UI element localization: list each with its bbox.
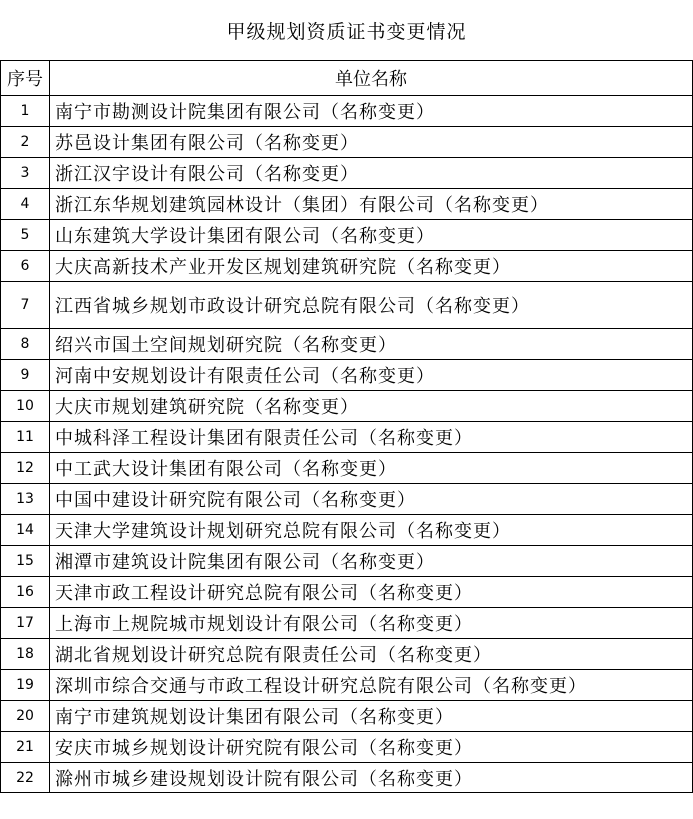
row-name: 滁州市城乡建设规划设计院有限公司（名称变更） (50, 763, 693, 793)
row-seq: 16 (1, 577, 50, 608)
row-name: 大庆市规划建筑研究院（名称变更） (50, 391, 693, 422)
row-name: 山东建筑大学设计集团有限公司（名称变更） (50, 220, 693, 251)
row-name: 天津大学建筑设计规划研究总院有限公司（名称变更） (50, 515, 693, 546)
table-row (1, 360, 693, 391)
row-seq: 20 (1, 701, 50, 732)
row-seq: 1 (1, 96, 50, 127)
row-seq: 21 (1, 732, 50, 763)
row-seq: 4 (1, 189, 50, 220)
row-name: 深圳市综合交通与市政工程设计研究总院有限公司（名称变更） (50, 670, 693, 701)
row-name: 南宁市勘测设计院集团有限公司（名称变更） (50, 96, 693, 127)
table-row (1, 701, 693, 732)
row-seq: 2 (1, 127, 50, 158)
row-name: 苏邑设计集团有限公司（名称变更） (50, 127, 693, 158)
row-seq: 3 (1, 158, 50, 189)
table-row (1, 391, 693, 422)
row-seq: 10 (1, 391, 50, 422)
table-row (1, 639, 693, 670)
row-seq: 12 (1, 453, 50, 484)
row-name: 南宁市建筑规划设计集团有限公司（名称变更） (50, 701, 693, 732)
table-row (1, 546, 693, 577)
table-row (1, 422, 693, 453)
row-name: 大庆高新技术产业开发区规划建筑研究院（名称变更） (50, 251, 693, 282)
row-name: 湘潭市建筑设计院集团有限公司（名称变更） (50, 546, 693, 577)
table-row (1, 484, 693, 515)
row-name: 中城科泽工程设计集团有限责任公司（名称变更） (50, 422, 693, 453)
table-row (1, 453, 693, 484)
row-seq: 22 (1, 763, 50, 793)
certificate-change-table (0, 60, 693, 793)
row-seq: 15 (1, 546, 50, 577)
table-row (1, 763, 693, 793)
row-seq: 18 (1, 639, 50, 670)
table-row (1, 96, 693, 127)
row-name: 绍兴市国土空间规划研究院（名称变更） (50, 329, 693, 360)
row-seq: 14 (1, 515, 50, 546)
page-title: 甲级规划资质证书变更情况 (226, 20, 467, 43)
row-seq: 8 (1, 329, 50, 360)
header-name: 单位名称 (50, 61, 693, 96)
table-header-row (1, 61, 693, 96)
row-name: 中国中建设计研究院有限公司（名称变更） (50, 484, 693, 515)
row-name: 湖北省规划设计研究总院有限责任公司（名称变更） (50, 639, 693, 670)
table-row (1, 282, 693, 329)
table-row (1, 220, 693, 251)
row-seq: 9 (1, 360, 50, 391)
row-name: 河南中安规划设计有限责任公司（名称变更） (50, 360, 693, 391)
header-seq: 序号 (1, 61, 50, 96)
row-seq: 5 (1, 220, 50, 251)
row-seq: 13 (1, 484, 50, 515)
row-seq: 7 (1, 282, 50, 329)
table-row (1, 577, 693, 608)
row-seq: 17 (1, 608, 50, 639)
table-row (1, 189, 693, 220)
row-seq: 19 (1, 670, 50, 701)
row-name: 安庆市城乡规划设计研究院有限公司（名称变更） (50, 732, 693, 763)
table-row (1, 670, 693, 701)
table-row (1, 127, 693, 158)
row-name: 浙江东华规划建筑园林设计（集团）有限公司（名称变更） (50, 189, 693, 220)
row-name: 天津市政工程设计研究总院有限公司（名称变更） (50, 577, 693, 608)
table-row (1, 732, 693, 763)
table-row (1, 515, 693, 546)
table-row (1, 251, 693, 282)
row-seq: 6 (1, 251, 50, 282)
table-row (1, 329, 693, 360)
table-row (1, 608, 693, 639)
row-name: 浙江汉宇设计有限公司（名称变更） (50, 158, 693, 189)
row-name: 江西省城乡规划市政设计研究总院有限公司（名称变更） (50, 282, 693, 329)
row-name: 中工武大设计集团有限公司（名称变更） (50, 453, 693, 484)
table-row (1, 158, 693, 189)
row-seq: 11 (1, 422, 50, 453)
row-name: 上海市上规院城市规划设计有限公司（名称变更） (50, 608, 693, 639)
